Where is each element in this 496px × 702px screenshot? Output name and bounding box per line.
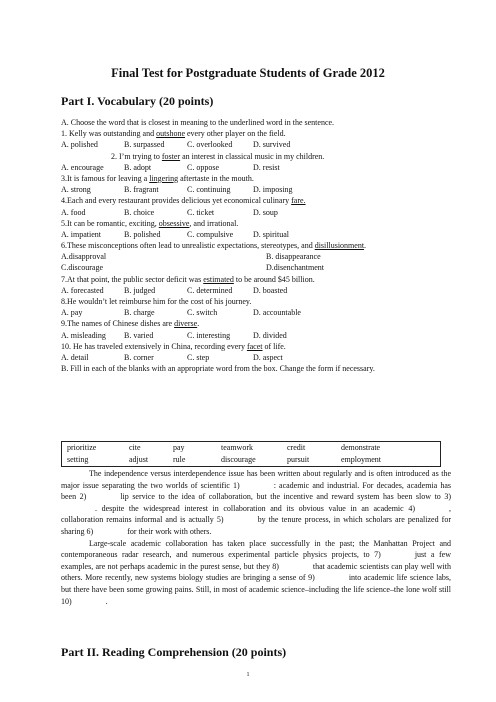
question-7: 7.At that point, the public sector deficit was estimated to be around $45 billion. (61, 274, 315, 284)
word-box-row-2: setting adjust rule discourage pursuit employment (67, 454, 381, 464)
cloze-paragraph-2: Large-scale academic collaboration has taken place successfully in the past; the Manhattan Project and contemporaneous radar research, and numerous experimental particle physics projects, to 7) just a few examples, are not perhaps academic in the purest sense, but they 8) that academic scientists can play well with others. More recently, new systems biology studies are bringing a sense of 9) into academic life science labs, but there have been some growing pains. Still, in most of academic science–including the life science–the lone wolf still 10) . (61, 538, 451, 606)
part2-heading: Part II. Reading Comprehension (20 points) (61, 645, 287, 659)
options-6a: A.disapproval B. disappearance (61, 252, 321, 262)
question-4: 4.Each and every restaurant provides delicious yet economical culinary fare. (61, 196, 306, 206)
vocabulary-section (61, 117, 451, 374)
question-5: 5.It can be romantic, exciting, obsessive, and irrational. (61, 218, 239, 228)
options-10: A. detail B. corner C. step D. aspect (61, 352, 283, 362)
question-9: 9.The names of Chinese dishes are diverse. (61, 319, 200, 329)
part1-heading: Part I. Vocabulary (20 points) (61, 94, 214, 108)
document-title: Final Test for Postgraduate Students of Grade 2012 (111, 66, 385, 80)
section-a-instruction: A. Choose the word that is closest in meaning to the underlined word in the sentence. (61, 118, 335, 127)
options-2: A. encourage B. adopt C. oppose D. resist (61, 162, 280, 172)
section-b-instruction: B. Fill in each of the blanks with an appropriate word from the box. Change the form if necessary. (61, 364, 375, 374)
options-5: A. impatient B. polished C. compulsive D. spiritual (61, 229, 289, 239)
word-box (61, 441, 441, 467)
question-2: 2. I’m trying to foster an interest in classical music in my children. (111, 151, 325, 161)
options-3: A. strong B. fragrant C. continuing D. imposing (61, 185, 293, 195)
options-7: A. forecasted B. judged C. determined D. boasted (61, 285, 288, 295)
options-6b: C.discourage D.disenchantment (61, 263, 324, 273)
options-4: A. food B. choice C. ticket D. soup (61, 207, 278, 217)
word-box-row-1: prioritize cite pay teamwork credit demonstrate (67, 443, 381, 452)
question-10: 10. He has traveled extensively in China, recording every facet of life. (61, 341, 286, 351)
cloze-passage (61, 468, 451, 607)
page-number: 1 (246, 672, 250, 678)
cloze-paragraph-1: The independence versus interdependence issue has been written about regularly and is often introduced as the major issue separating the two worlds of scientific 1) : academic and industrial. For decades, academia has been 2) lip service to the idea of collaboration, but the incentive and reward system has been slow to 3). despite the widespread interest in collaboration and its obvious value in an academic 4) , collaboration remains informal and is actually 5) by the tenure process, in which scholars are penalized for sharing 6) for their work with others. (61, 469, 452, 536)
question-1: 1. Kelly was outstanding and outshone every other player on the field. (61, 129, 286, 139)
question-6: 6.These misconceptions often lead to unrealistic expectations, stereotypes, and disillusionment. (61, 241, 367, 251)
options-1: A. polished B. surpassed C. overlooked D. survived (61, 140, 291, 150)
options-8: A. pay B. charge C. switch D. accountable (61, 308, 301, 318)
question-8: 8.He wouldn’t let reimburse him for the cost of his journey. (61, 297, 252, 306)
question-3: 3.It is famous for leaving a lingering aftertaste in the mouth. (61, 173, 254, 183)
options-9: A. misleading B. varied C. interesting D. divided (61, 330, 287, 340)
